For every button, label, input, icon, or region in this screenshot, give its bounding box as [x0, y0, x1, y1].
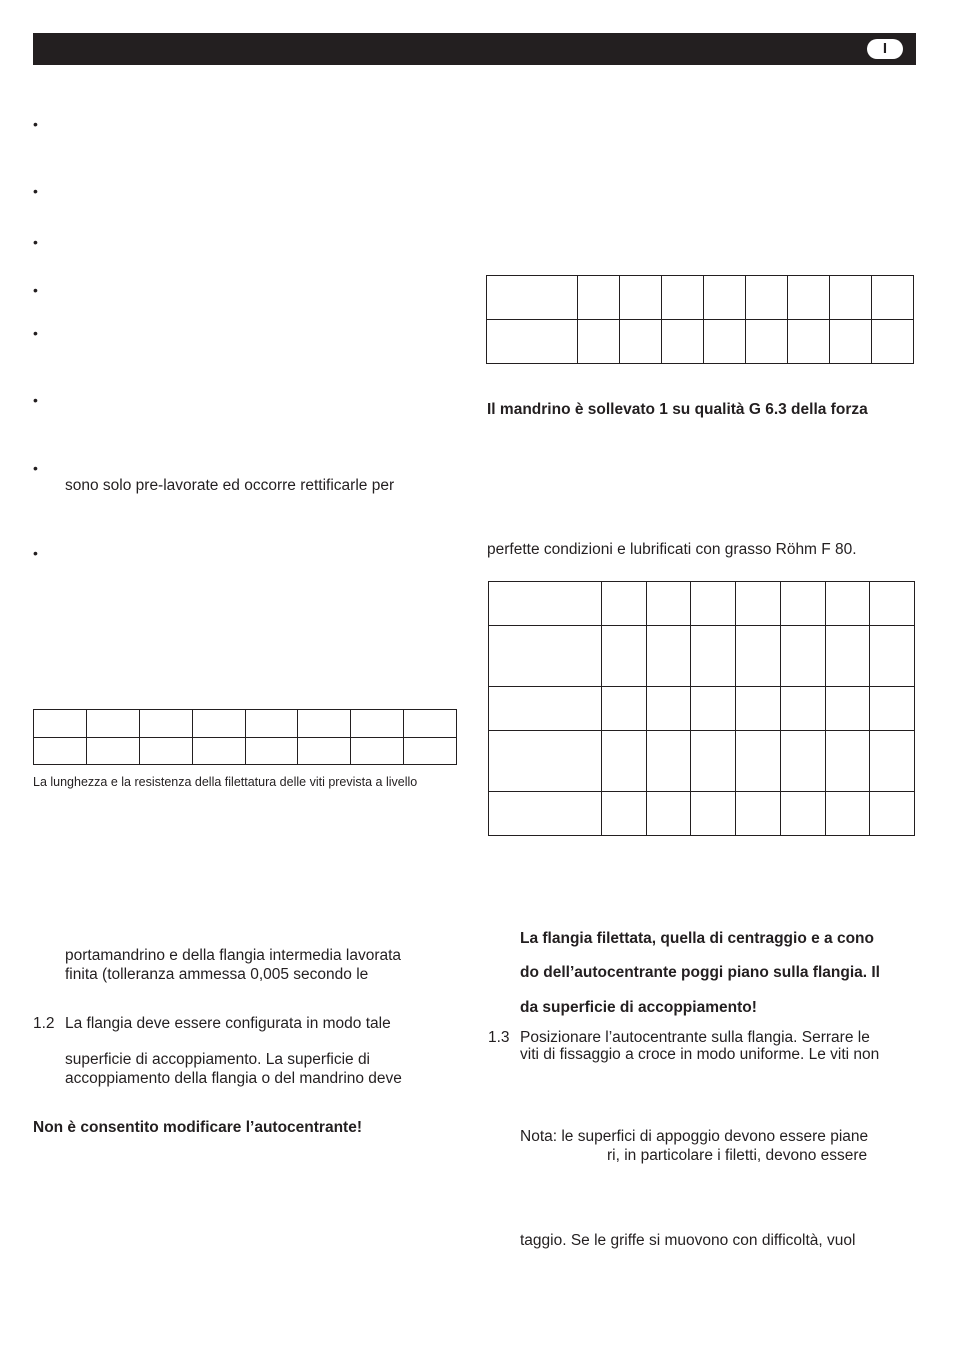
table-cell: [870, 792, 915, 836]
table-cell: [646, 626, 691, 687]
table-cell: [245, 710, 298, 738]
table-cell: [620, 320, 662, 364]
table-cell: [489, 792, 602, 836]
table-cell: [825, 626, 870, 687]
table-cell: [825, 687, 870, 731]
bullet-1: •: [33, 116, 38, 132]
bold-statement: Il mandrino è sollevato 1 su qualità G 6.3 della forza: [487, 401, 868, 418]
table-row: [489, 582, 915, 626]
table-cell: [691, 626, 736, 687]
table-cell: [646, 582, 691, 626]
table-cell: [780, 792, 825, 836]
bold-line-2: do dell’autocentrante poggi piano sulla flangia. Il: [520, 964, 880, 981]
table-cell: [870, 731, 915, 792]
table-cell: [86, 737, 139, 765]
header-bar: [33, 33, 916, 65]
bullet-5: •: [33, 325, 38, 341]
left-table: [33, 709, 457, 765]
bold-line-1: La flangia filettata, quella di centraggio e a cono: [520, 930, 874, 947]
table-cell: [298, 710, 351, 738]
table-cell: [830, 276, 872, 320]
section-1-2-line2: superficie di accoppiamento. La superficie di: [65, 1051, 371, 1068]
table-cell: [704, 276, 746, 320]
section-1-2-number: 1.2: [33, 1015, 55, 1032]
table-row: [489, 792, 915, 836]
table-cell: [487, 320, 578, 364]
table-cell: [691, 731, 736, 792]
table-cell: [351, 710, 404, 738]
bold-line-3: da superficie di accoppiamento!: [520, 999, 757, 1016]
section-1-3-number: 1.3: [488, 1029, 510, 1046]
table-cell: [245, 737, 298, 765]
right-table-top: [486, 275, 914, 364]
table-cell: [691, 582, 736, 626]
table-cell: [788, 276, 830, 320]
table-cell: [704, 320, 746, 364]
table-cell: [192, 710, 245, 738]
section-1-2-line1: La flangia deve essere configurata in modo tale: [65, 1015, 391, 1032]
last-line: taggio. Se le griffe si muovono con difficoltà, vuol: [520, 1232, 856, 1249]
bullet-7-continuation: sono solo pre-lavorate ed occorre rettificarle per: [65, 477, 395, 494]
table-cell: [602, 731, 647, 792]
table-row: [489, 731, 915, 792]
table-cell: [825, 731, 870, 792]
table-cell: [602, 687, 647, 731]
note-line-1: Nota: le superfici di appoggio devono essere piane: [520, 1128, 869, 1145]
table-cell: [872, 276, 914, 320]
table-cell: [298, 737, 351, 765]
table-cell: [825, 582, 870, 626]
table-cell: [662, 276, 704, 320]
table-cell: [489, 626, 602, 687]
bullet-8: •: [33, 545, 38, 561]
table-cell: [487, 276, 578, 320]
table-note: La lunghezza e la resistenza della filettatura delle viti prevista a livello: [33, 775, 418, 789]
table-cell: [736, 687, 781, 731]
table-cell: [870, 582, 915, 626]
table-cell: [830, 320, 872, 364]
table-cell: [746, 276, 788, 320]
table-row: [487, 276, 914, 320]
table-cell: [872, 320, 914, 364]
table-cell: [746, 320, 788, 364]
table-cell: [646, 687, 691, 731]
table-cell: [825, 792, 870, 836]
right-table-bottom: [488, 581, 915, 836]
table-cell: [780, 582, 825, 626]
section-1-3-line2: viti di fissaggio a croce in modo uniforme. Le viti non: [520, 1046, 880, 1063]
table-cell: [602, 582, 647, 626]
table-cell: [870, 687, 915, 731]
table-cell: [646, 731, 691, 792]
bullet-3: •: [33, 234, 38, 250]
bullet-6: •: [33, 392, 38, 408]
warning-text: Non è consentito modificare l’autocentrante!: [33, 1119, 362, 1136]
table-cell: [578, 276, 620, 320]
table-cell: [489, 582, 602, 626]
table-cell: [602, 626, 647, 687]
note-line-2: ri, in particolare i filetti, devono essere: [607, 1147, 868, 1164]
section-1-2-line3: accoppiamento della flangia o del mandrino deve: [65, 1070, 402, 1087]
table-cell: [691, 687, 736, 731]
table-cell: [139, 737, 192, 765]
table-cell: [736, 582, 781, 626]
table-cell: [602, 792, 647, 836]
para-a-line1: portamandrino e della flangia intermedia lavorata: [65, 947, 402, 964]
table-cell: [691, 792, 736, 836]
table-row: [487, 320, 914, 364]
table-cell: [736, 792, 781, 836]
table-cell: [620, 276, 662, 320]
table-row: [489, 626, 915, 687]
table-cell: [736, 626, 781, 687]
table-cell: [489, 687, 602, 731]
table-cell: [139, 710, 192, 738]
bullet-7: •: [33, 460, 38, 476]
lubrication-line: perfette condizioni e lubrificati con grasso Röhm F 80.: [487, 541, 857, 558]
table-row: [34, 737, 457, 765]
table-cell: [662, 320, 704, 364]
table-cell: [646, 792, 691, 836]
table-cell: [489, 731, 602, 792]
bullet-4: •: [33, 282, 38, 298]
table-cell: [34, 737, 87, 765]
table-cell: [578, 320, 620, 364]
language-badge: I: [867, 39, 903, 59]
section-1-3-line1: Posizionare l’autocentrante sulla flangia. Serrare le: [520, 1029, 870, 1046]
table-cell: [404, 710, 457, 738]
table-cell: [404, 737, 457, 765]
table-cell: [34, 710, 87, 738]
table-row: [34, 710, 457, 738]
table-cell: [351, 737, 404, 765]
table-cell: [780, 626, 825, 687]
table-cell: [192, 737, 245, 765]
table-cell: [780, 731, 825, 792]
table-cell: [870, 626, 915, 687]
para-a-line2: finita (tolleranza ammessa 0,005 secondo le: [65, 966, 369, 983]
table-cell: [780, 687, 825, 731]
table-cell: [788, 320, 830, 364]
table-cell: [736, 731, 781, 792]
bullet-2: •: [33, 183, 38, 199]
table-cell: [86, 710, 139, 738]
table-row: [489, 687, 915, 731]
